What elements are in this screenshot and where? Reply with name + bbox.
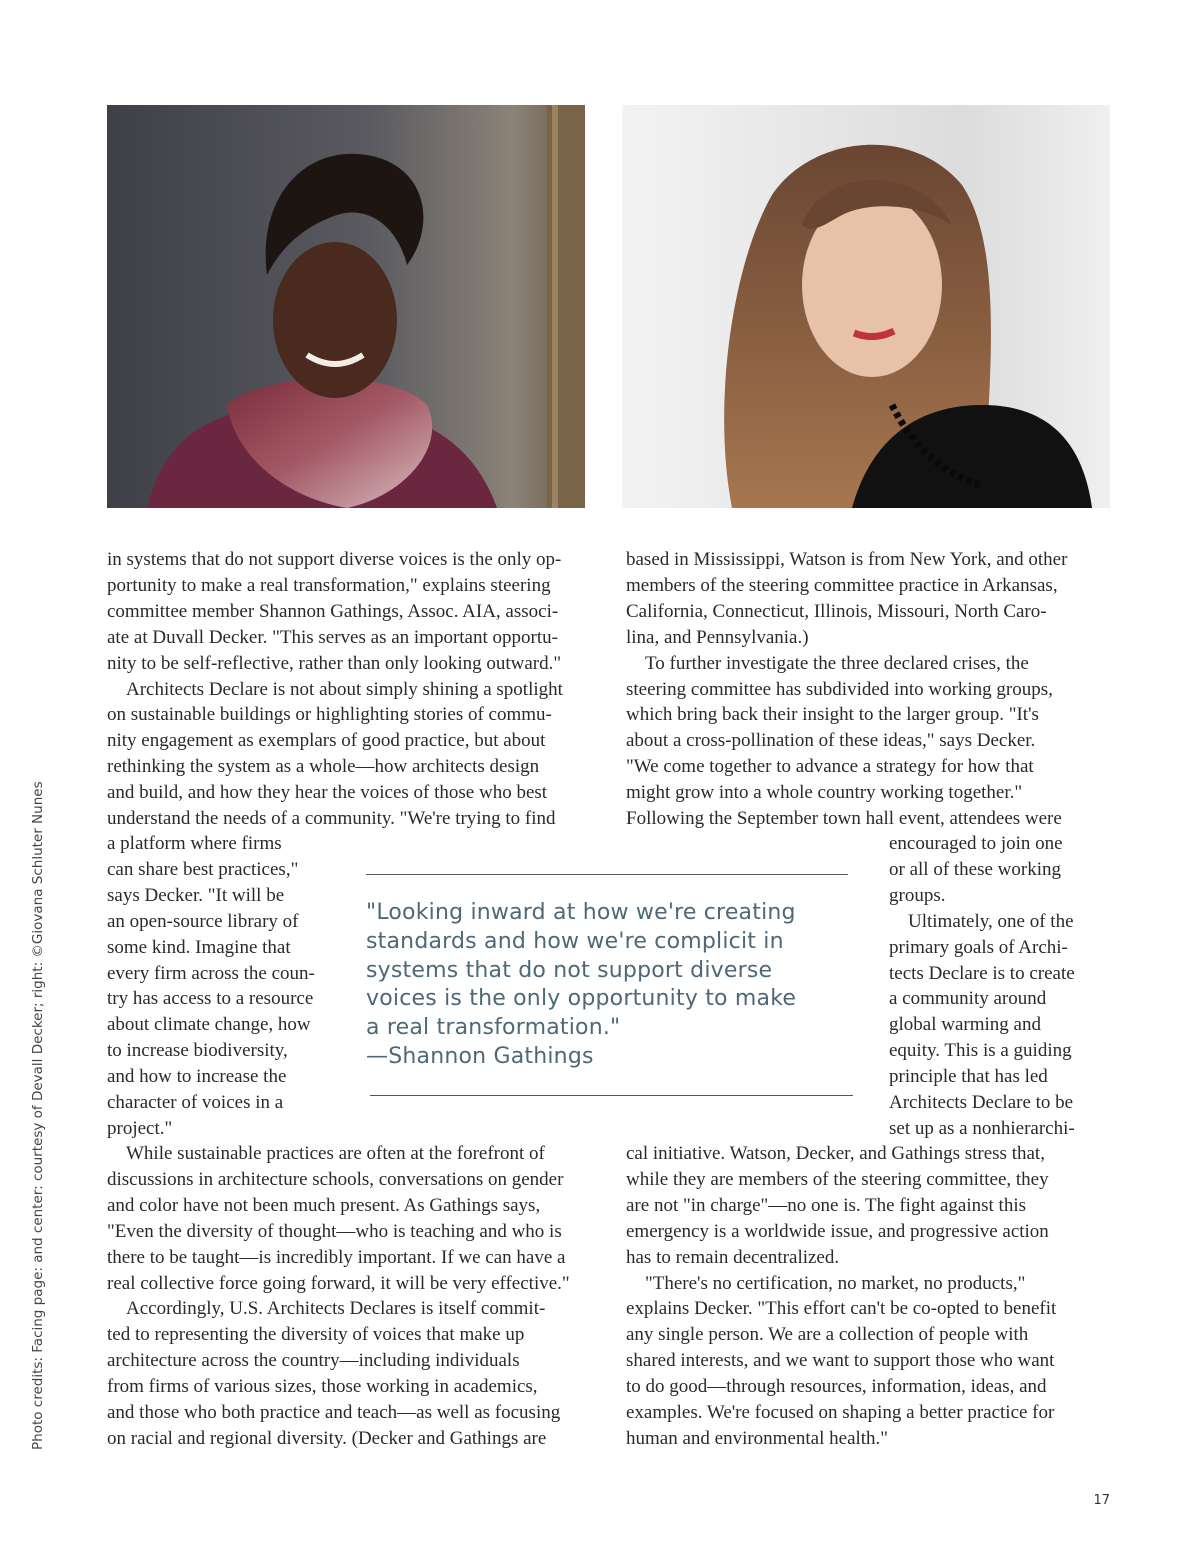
paragraph-line: human and environmental health." <box>626 1427 889 1449</box>
left-column-narrow <box>107 831 339 1142</box>
paragraph-line: an open-source library of <box>107 910 299 932</box>
right-column-top <box>626 547 1110 832</box>
paragraph-line: from firms of various sizes, those working in academics, <box>107 1376 538 1398</box>
paragraph-line: nity to be self-reflective, rather than only looking outward." <box>107 652 562 674</box>
pull-quote-line: "Looking inward at how we're creating <box>366 900 796 925</box>
paragraph-line: groups. <box>889 884 946 906</box>
paragraph-line: shared interests, and we want to support those who want <box>626 1350 1055 1372</box>
page-number: 17 <box>1093 1493 1110 1508</box>
paragraph-line: portunity to make a real transformation," explains steering <box>107 574 551 596</box>
paragraph-line: or all of these working <box>889 858 1062 880</box>
pull-quote <box>366 899 856 1072</box>
paragraph-line: rethinking the system as a whole—how architects design <box>107 756 540 778</box>
paragraph-line: a community around <box>889 988 1047 1010</box>
paragraph-line: Following the September town hall event, attendees were <box>626 808 1062 830</box>
paragraph-line: Ultimately, one of the <box>908 910 1074 932</box>
paragraph-line: on sustainable buildings or highlighting stories of commu- <box>107 704 552 726</box>
paragraph-line: and build, and how they hear the voices of those who best <box>107 782 548 804</box>
paragraph-line: ted to representing the diversity of voices that make up <box>107 1324 525 1346</box>
paragraph-line: there to be taught—is incredibly important. If we can have a <box>107 1246 566 1268</box>
photo-credit: Photo credits: Facing page: and center: courtesy of Devall Decker; right: ©Giovana Schluter Nunes <box>30 781 46 1450</box>
paragraph-line: about climate change, how <box>107 1014 311 1036</box>
paragraph-line: discussions in architecture schools, conversations on gender <box>107 1168 564 1190</box>
paragraph-line: emergency is a worldwide issue, and progressive action <box>626 1220 1049 1242</box>
paragraph-line: equity. This is a guiding <box>889 1040 1072 1062</box>
left-column-bottom <box>107 1141 605 1452</box>
portrait-photo-right <box>622 105 1110 508</box>
paragraph-line: nity engagement as exemplars of good practice, but about <box>107 730 546 752</box>
paragraph-line: steering committee has subdivided into working groups, <box>626 678 1053 700</box>
pull-quote-attribution: —Shannon Gathings <box>366 1043 594 1069</box>
paragraph-line: Accordingly, U.S. Architects Declares is itself commit- <box>126 1298 546 1320</box>
paragraph-line: based in Mississippi, Watson is from New York, and other <box>626 549 1068 570</box>
paragraph-line: cal initiative. Watson, Decker, and Gathings stress that, <box>626 1143 1045 1164</box>
paragraph-line: Architects Declare to be <box>889 1092 1074 1114</box>
paragraph-line: understand the needs of a community. "We're trying to find <box>107 808 556 830</box>
paragraph-line: might grow into a whole country working together." <box>626 782 1023 804</box>
paragraph-line: every firm across the coun- <box>107 962 315 984</box>
right-column-bottom <box>626 1141 1110 1452</box>
paragraph-line: "There's no certification, no market, no products," <box>645 1272 1026 1294</box>
paragraph-line: in systems that do not support diverse voices is the only op- <box>107 549 562 570</box>
right-column-narrow <box>889 831 1110 1142</box>
paragraph-line: architecture across the country—including individuals <box>107 1350 520 1372</box>
paragraph-line: primary goals of Archi- <box>889 936 1068 958</box>
paragraph-line: to increase biodiversity, <box>107 1040 288 1062</box>
paragraph-line: says Decker. "It will be <box>107 884 285 906</box>
paragraph-line: "We come together to advance a strategy for how that <box>626 756 1034 778</box>
paragraph-line: which bring back their insight to the larger group. "It's <box>626 704 1039 726</box>
paragraph-line: about a cross-pollination of these ideas," says Decker. <box>626 730 1036 752</box>
pull-quote-line: a real transformation." <box>366 1015 621 1041</box>
paragraph-line: any single person. We are a collection of people with <box>626 1324 1029 1346</box>
paragraph-line: While sustainable practices are often at the forefront of <box>126 1143 545 1164</box>
paragraph-line: committee member Shannon Gathings, Assoc. AIA, associ- <box>107 600 559 622</box>
paragraph-line: set up as a nonhierarchi- <box>889 1117 1075 1139</box>
paragraph-line: To further investigate the three declared crises, the <box>645 652 1029 674</box>
left-column-top <box>107 547 605 832</box>
portrait-photo-left <box>107 105 585 508</box>
paragraph-line: examples. We're focused on shaping a better practice for <box>626 1402 1055 1424</box>
paragraph-line: and color have not been much present. As Gathings says, <box>107 1194 541 1216</box>
paragraph-line: explains Decker. "This effort can't be co-opted to benefit <box>626 1298 1057 1320</box>
pull-quote-rule-bottom <box>370 1095 853 1096</box>
paragraph-line: real collective force going forward, it will be very effective." <box>107 1272 570 1294</box>
paragraph-line: try has access to a resource <box>107 988 314 1010</box>
portrait-image-left <box>107 105 585 508</box>
paragraph-line: to do good—through resources, information, ideas, and <box>626 1376 1047 1398</box>
paragraph-line: project." <box>107 1117 173 1139</box>
paragraph-line: while they are members of the steering committee, they <box>626 1168 1049 1190</box>
pull-quote-line: systems that do not support diverse <box>366 957 773 983</box>
pull-quote-line: voices is the only opportunity to make <box>366 986 797 1012</box>
paragraph-line: lina, and Pennsylvania.) <box>626 626 809 648</box>
paragraph-line: character of voices in a <box>107 1092 284 1114</box>
paragraph-line: and how to increase the <box>107 1066 287 1088</box>
pull-quote-rule-top <box>366 874 848 875</box>
paragraph-line: some kind. Imagine that <box>107 936 291 958</box>
paragraph-line: a platform where firms <box>107 833 282 854</box>
paragraph-line: members of the steering committee practice in Arkansas, <box>626 574 1058 596</box>
portrait-image-right <box>622 105 1110 508</box>
paragraph-line: has to remain decentralized. <box>626 1246 840 1268</box>
pull-quote-line: standards and how we're complicit in <box>366 928 784 954</box>
paragraph-line: tects Declare is to create <box>889 962 1075 984</box>
paragraph-line: encouraged to join one <box>889 833 1063 854</box>
paragraph-line: California, Connecticut, Illinois, Missouri, North Caro- <box>626 600 1047 622</box>
paragraph-line: global warming and <box>889 1014 1041 1036</box>
paragraph-line: are not "in charge"—no one is. The fight against this <box>626 1194 1027 1216</box>
paragraph-line: Architects Declare is not about simply shining a spotlight <box>126 678 563 700</box>
paragraph-line: and those who both practice and teach—as well as focusing <box>107 1402 561 1424</box>
paragraph-line: on racial and regional diversity. (Decker and Gathings are <box>107 1427 547 1449</box>
paragraph-line: "Even the diversity of thought—who is teaching and who is <box>107 1220 562 1242</box>
paragraph-line: can share best practices," <box>107 858 299 880</box>
paragraph-line: principle that has led <box>889 1066 1048 1088</box>
paragraph-line: ate at Duvall Decker. "This serves as an important opportu- <box>107 626 558 648</box>
